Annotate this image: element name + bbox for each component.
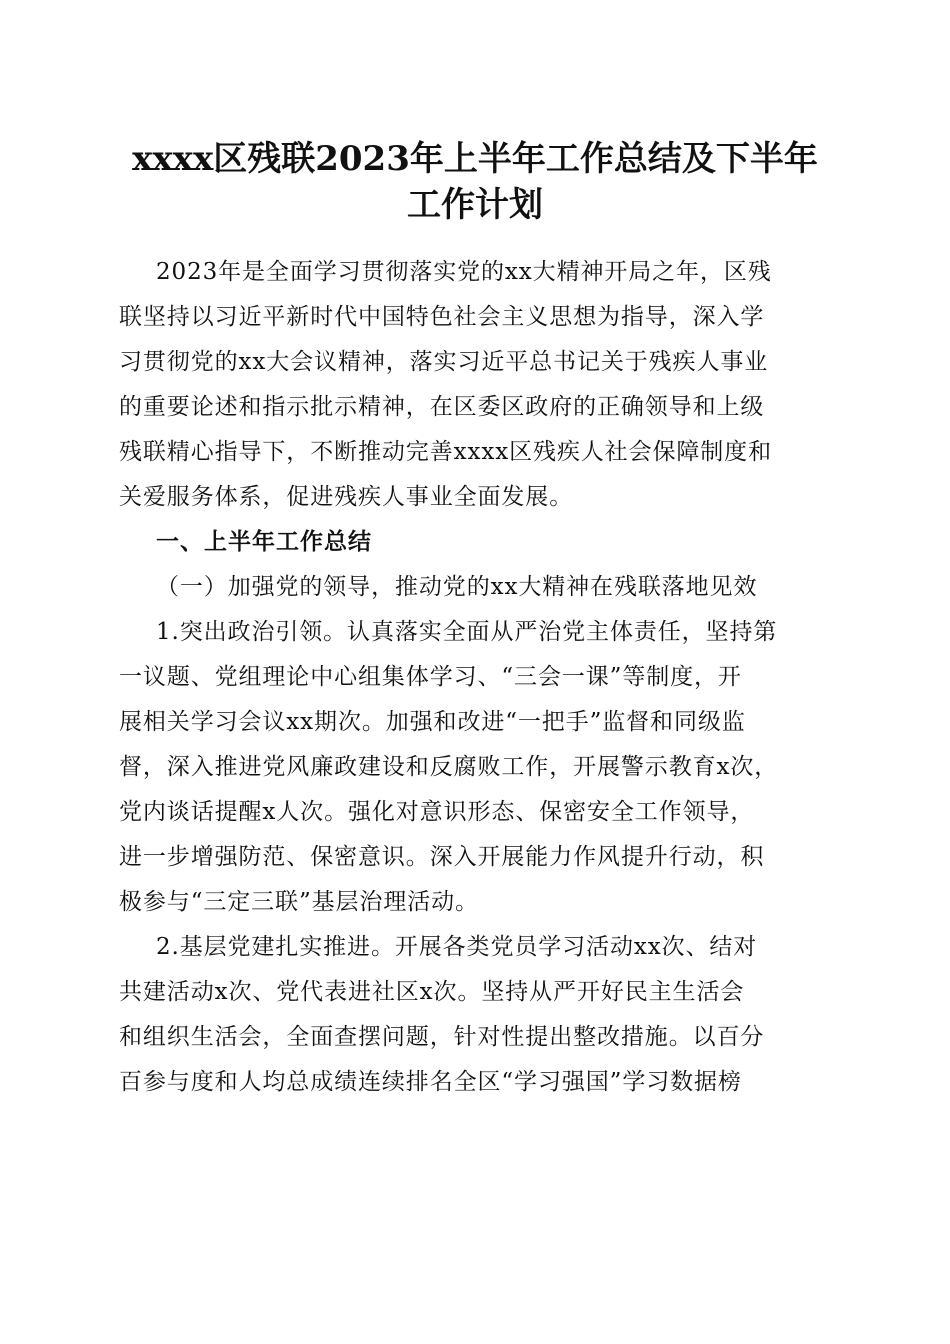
item-1-line: 1.突出政治引领。认真落实全面从严治党主体责任，坚持第 (156, 619, 778, 645)
item-2-line: 2.基层党建扎实推进。开展各类党员学习活动xx次、结对 (156, 934, 758, 960)
section-heading: 一、上半年工作总结 (156, 529, 372, 555)
item-1-line: 极参与“三定三联”基层治理活动。 (119, 889, 479, 915)
intro-line: 习贯彻党的xx大会议精神，落实习近平总书记关于残疾人事业 (119, 349, 769, 375)
item-2-line: 百参与度和人均总成绩连续排名全区“学习强国”学习数据榜 (119, 1069, 742, 1095)
item-1-line: 一议题、党组理论中心组集体学习、“三会一课”等制度，开 (119, 664, 742, 690)
item-2-line: 共建活动x次、党代表进社区x次。坚持从严开好民主生活会 (119, 979, 745, 1005)
item-2-line: 和组织生活会，全面查摆问题，针对性提出整改措施。以百分 (119, 1024, 765, 1050)
title-line-2: 工作计划 (407, 185, 543, 225)
intro-line: 2023年是全面学习贯彻落实党的xx大精神开局之年，区残 (156, 259, 772, 285)
item-1-line: 展相关学习会议xx期次。加强和改进“一把手”监督和同级监 (119, 709, 746, 735)
intro-line: 联坚持以习近平新时代中国特色社会主义思想为指导，深入学 (119, 304, 765, 330)
document-title (100, 136, 850, 228)
subsection-heading: （一）加强党的领导，推动党的xx大精神在残联落地见效 (156, 574, 758, 600)
item-1-line: 党内谈话提醒x人次。强化对意识形态、保密安全工作领导， (119, 799, 755, 825)
intro-line: 的重要论述和指示批示精神，在区委区政府的正确领导和上级 (119, 394, 765, 420)
document-body (119, 250, 831, 1105)
title-line-1: xxxx区残联2023年上半年工作总结及下半年 (132, 139, 818, 179)
intro-line: 关爱服务体系，促进残疾人事业全面发展。 (119, 484, 574, 510)
item-1-line: 进一步增强防范、保密意识。深入开展能力作风提升行动，积 (119, 844, 765, 870)
intro-line: 残联精心指导下，不断推动完善xxxx区残疾人社会保障制度和 (119, 439, 772, 465)
item-1-line: 督，深入推进党风廉政建设和反腐败工作，开展警示教育x次， (119, 754, 779, 780)
